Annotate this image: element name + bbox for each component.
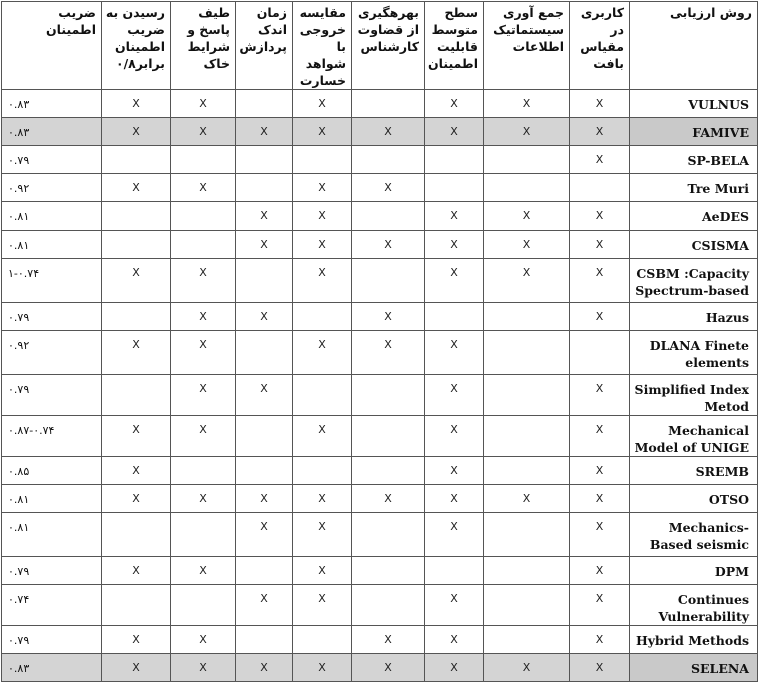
- coefficient-cell: ۰.۸۷-۰.۷۴: [2, 416, 102, 457]
- criterion-mark-cell: [102, 585, 171, 626]
- method-name-cell: CSISMA: [630, 231, 758, 259]
- header-row: [2, 2, 758, 90]
- criterion-mark-cell: X: [484, 118, 570, 146]
- criterion-mark-cell: X: [236, 375, 293, 416]
- criterion-mark-cell: [102, 513, 171, 557]
- criterion-mark-cell: [484, 303, 570, 331]
- criterion-mark-cell: X: [484, 90, 570, 118]
- criterion-mark-cell: [484, 174, 570, 202]
- criterion-mark-cell: X: [102, 118, 171, 146]
- table-row: [2, 457, 758, 485]
- criterion-mark-cell: X: [570, 485, 630, 513]
- criterion-mark-cell: X: [102, 557, 171, 585]
- criterion-mark-cell: X: [236, 585, 293, 626]
- coefficient-cell: ۰.۸۱: [2, 485, 102, 513]
- criterion-mark-cell: X: [425, 90, 484, 118]
- criterion-mark-cell: [293, 626, 352, 654]
- criterion-mark-cell: [236, 146, 293, 174]
- criterion-mark-cell: [484, 626, 570, 654]
- criterion-mark-cell: [171, 513, 236, 557]
- criterion-mark-cell: X: [102, 259, 171, 303]
- criterion-mark-cell: X: [425, 626, 484, 654]
- criterion-mark-cell: X: [484, 485, 570, 513]
- criterion-mark-cell: X: [570, 118, 630, 146]
- criterion-mark-cell: [236, 331, 293, 375]
- criterion-mark-cell: X: [171, 654, 236, 682]
- criterion-mark-cell: [293, 375, 352, 416]
- criterion-mark-cell: X: [425, 513, 484, 557]
- header-processing-time: زمان اندک پردازش: [236, 2, 293, 90]
- table-row: [2, 485, 758, 513]
- criterion-mark-cell: X: [171, 557, 236, 585]
- criterion-mark-cell: X: [102, 90, 171, 118]
- criterion-mark-cell: X: [293, 513, 352, 557]
- table-row: [2, 654, 758, 682]
- table-row: [2, 202, 758, 231]
- criterion-mark-cell: [484, 146, 570, 174]
- coefficient-cell: ۰.۸۳: [2, 90, 102, 118]
- criterion-mark-cell: [425, 303, 484, 331]
- criterion-mark-cell: X: [236, 513, 293, 557]
- criterion-mark-cell: [102, 146, 171, 174]
- header-coefficient: ضریب اطمینان: [2, 2, 102, 90]
- criterion-mark-cell: X: [102, 457, 171, 485]
- coefficient-cell: ۰.۷۹: [2, 626, 102, 654]
- criterion-mark-cell: [236, 557, 293, 585]
- criterion-mark-cell: X: [425, 375, 484, 416]
- criterion-mark-cell: [102, 375, 171, 416]
- criterion-mark-cell: X: [171, 416, 236, 457]
- criterion-mark-cell: X: [102, 626, 171, 654]
- table-row: [2, 174, 758, 202]
- criterion-mark-cell: X: [293, 118, 352, 146]
- criterion-mark-cell: [425, 557, 484, 585]
- method-name-cell: SELENA: [630, 654, 758, 682]
- coefficient-cell: ۱-۰.۷۴: [2, 259, 102, 303]
- table-row: [2, 118, 758, 146]
- method-name-cell: Hazus: [630, 303, 758, 331]
- table-row: [2, 331, 758, 375]
- criterion-mark-cell: [352, 457, 425, 485]
- table-row: [2, 231, 758, 259]
- coefficient-cell: ۰.۸۱: [2, 202, 102, 231]
- criterion-mark-cell: X: [425, 118, 484, 146]
- criterion-mark-cell: X: [171, 485, 236, 513]
- criterion-mark-cell: X: [425, 654, 484, 682]
- criterion-mark-cell: X: [293, 416, 352, 457]
- header-scale-usage: کاربری در مقیاس بافت: [570, 2, 630, 90]
- coefficient-cell: ۰.۹۲: [2, 331, 102, 375]
- header-reach-coefficient: رسیدن به ضریب اطمینان برابر۰/۸: [102, 2, 171, 90]
- criterion-mark-cell: [236, 457, 293, 485]
- method-name-cell: FAMIVE: [630, 118, 758, 146]
- criterion-mark-cell: X: [293, 174, 352, 202]
- criterion-mark-cell: X: [171, 331, 236, 375]
- method-name-cell: Simplified Index Metod: [630, 375, 758, 416]
- criterion-mark-cell: X: [570, 231, 630, 259]
- method-name-cell: Mechanics-Based seismic: [630, 513, 758, 557]
- criterion-mark-cell: X: [570, 202, 630, 231]
- criterion-mark-cell: [352, 375, 425, 416]
- criterion-mark-cell: [102, 202, 171, 231]
- criterion-mark-cell: [102, 231, 171, 259]
- coefficient-cell: ۰.۹۲: [2, 174, 102, 202]
- criterion-mark-cell: [352, 416, 425, 457]
- criterion-mark-cell: X: [570, 626, 630, 654]
- criterion-mark-cell: [352, 513, 425, 557]
- criterion-mark-cell: X: [570, 585, 630, 626]
- criterion-mark-cell: X: [570, 303, 630, 331]
- criterion-mark-cell: [236, 174, 293, 202]
- criterion-mark-cell: X: [352, 654, 425, 682]
- coefficient-cell: ۰.۷۹: [2, 557, 102, 585]
- criterion-mark-cell: [293, 457, 352, 485]
- criterion-mark-cell: X: [293, 231, 352, 259]
- criterion-mark-cell: X: [171, 375, 236, 416]
- method-name-cell: SP-BELA: [630, 146, 758, 174]
- criterion-mark-cell: [352, 585, 425, 626]
- criterion-mark-cell: [570, 174, 630, 202]
- criterion-mark-cell: [102, 303, 171, 331]
- coefficient-cell: ۰.۷۴: [2, 585, 102, 626]
- criterion-mark-cell: X: [293, 90, 352, 118]
- criterion-mark-cell: [171, 146, 236, 174]
- table-row: [2, 513, 758, 557]
- criterion-mark-cell: X: [352, 331, 425, 375]
- method-name-cell: VULNUS: [630, 90, 758, 118]
- criterion-mark-cell: X: [484, 231, 570, 259]
- criterion-mark-cell: [171, 231, 236, 259]
- header-expert-judgement: بهرهگیری از قضاوت کارشناس: [352, 2, 425, 90]
- criterion-mark-cell: X: [570, 259, 630, 303]
- criterion-mark-cell: X: [171, 118, 236, 146]
- criterion-mark-cell: [352, 202, 425, 231]
- method-name-cell: Continues Vulnerability: [630, 585, 758, 626]
- table-row: [2, 416, 758, 457]
- method-name-cell: Tre Muri: [630, 174, 758, 202]
- method-name-cell: Hybrid Methods: [630, 626, 758, 654]
- criterion-mark-cell: X: [102, 331, 171, 375]
- criterion-mark-cell: [171, 585, 236, 626]
- criterion-mark-cell: X: [171, 174, 236, 202]
- coefficient-cell: ۰.۸۳: [2, 118, 102, 146]
- table-row: [2, 557, 758, 585]
- criterion-mark-cell: X: [293, 485, 352, 513]
- method-name-cell: DLANA Finete elements: [630, 331, 758, 375]
- criterion-mark-cell: X: [293, 331, 352, 375]
- criterion-mark-cell: [236, 416, 293, 457]
- criterion-mark-cell: X: [425, 585, 484, 626]
- criterion-mark-cell: X: [293, 202, 352, 231]
- criterion-mark-cell: X: [425, 259, 484, 303]
- criterion-mark-cell: [352, 146, 425, 174]
- criterion-mark-cell: X: [236, 118, 293, 146]
- method-name-cell: AeDES: [630, 202, 758, 231]
- criterion-mark-cell: [293, 303, 352, 331]
- header-damage-comparison: مقایسه خروجی با شواهد خسارت: [293, 2, 352, 90]
- criterion-mark-cell: X: [171, 626, 236, 654]
- criterion-mark-cell: [425, 146, 484, 174]
- criterion-mark-cell: [236, 626, 293, 654]
- table-row: [2, 303, 758, 331]
- table-row: [2, 585, 758, 626]
- method-name-cell: SREMB: [630, 457, 758, 485]
- criterion-mark-cell: X: [236, 485, 293, 513]
- coefficient-cell: ۰.۷۹: [2, 146, 102, 174]
- coefficient-cell: ۰.۸۱: [2, 513, 102, 557]
- criterion-mark-cell: X: [293, 557, 352, 585]
- criterion-mark-cell: X: [425, 485, 484, 513]
- criterion-mark-cell: [171, 457, 236, 485]
- criterion-mark-cell: X: [425, 202, 484, 231]
- criterion-mark-cell: [484, 331, 570, 375]
- criterion-mark-cell: X: [102, 485, 171, 513]
- criterion-mark-cell: X: [352, 118, 425, 146]
- criterion-mark-cell: [293, 146, 352, 174]
- criterion-mark-cell: [425, 174, 484, 202]
- criterion-mark-cell: X: [293, 585, 352, 626]
- criterion-mark-cell: X: [425, 457, 484, 485]
- criterion-mark-cell: X: [352, 174, 425, 202]
- criterion-mark-cell: X: [293, 654, 352, 682]
- method-name-cell: CSBM :Capacity Spectrum-based: [630, 259, 758, 303]
- criterion-mark-cell: X: [425, 416, 484, 457]
- criterion-mark-cell: X: [352, 303, 425, 331]
- method-name-cell: OTSO: [630, 485, 758, 513]
- criterion-mark-cell: X: [570, 375, 630, 416]
- criterion-mark-cell: X: [236, 231, 293, 259]
- criterion-mark-cell: X: [293, 259, 352, 303]
- criterion-mark-cell: [236, 90, 293, 118]
- table-row: [2, 375, 758, 416]
- criterion-mark-cell: [484, 375, 570, 416]
- coefficient-cell: ۰.۸۳: [2, 654, 102, 682]
- criterion-mark-cell: X: [102, 416, 171, 457]
- table-row: [2, 626, 758, 654]
- criterion-mark-cell: X: [570, 416, 630, 457]
- criterion-mark-cell: X: [484, 202, 570, 231]
- criterion-mark-cell: X: [236, 654, 293, 682]
- criterion-mark-cell: X: [425, 231, 484, 259]
- criterion-mark-cell: X: [352, 626, 425, 654]
- criterion-mark-cell: [484, 513, 570, 557]
- criterion-mark-cell: X: [352, 231, 425, 259]
- criterion-mark-cell: [484, 416, 570, 457]
- criterion-mark-cell: [352, 557, 425, 585]
- comparison-table: [1, 1, 758, 682]
- header-data-collection: جمع آوری سیستماتیک اطلاعات: [484, 2, 570, 90]
- criterion-mark-cell: X: [570, 513, 630, 557]
- criterion-mark-cell: X: [570, 146, 630, 174]
- criterion-mark-cell: [570, 331, 630, 375]
- criterion-mark-cell: [236, 259, 293, 303]
- criterion-mark-cell: X: [236, 303, 293, 331]
- table-row: [2, 146, 758, 174]
- criterion-mark-cell: [484, 585, 570, 626]
- header-method: روش ارزیابی: [630, 2, 758, 90]
- criterion-mark-cell: X: [352, 485, 425, 513]
- criterion-mark-cell: X: [171, 303, 236, 331]
- criterion-mark-cell: [484, 557, 570, 585]
- criterion-mark-cell: X: [484, 654, 570, 682]
- criterion-mark-cell: X: [236, 202, 293, 231]
- coefficient-cell: ۰.۸۵: [2, 457, 102, 485]
- coefficient-cell: ۰.۷۹: [2, 375, 102, 416]
- criterion-mark-cell: [352, 259, 425, 303]
- criterion-mark-cell: X: [171, 90, 236, 118]
- criterion-mark-cell: X: [484, 259, 570, 303]
- criterion-mark-cell: X: [102, 174, 171, 202]
- coefficient-cell: ۰.۸۱: [2, 231, 102, 259]
- criterion-mark-cell: X: [570, 557, 630, 585]
- criterion-mark-cell: X: [570, 90, 630, 118]
- criterion-mark-cell: [352, 90, 425, 118]
- criterion-mark-cell: [484, 457, 570, 485]
- header-reliability: سطح متوسط قابلیت اطمینان: [425, 2, 484, 90]
- header-response-spectrum: طیف پاسخ و شرایط خاک: [171, 2, 236, 90]
- criterion-mark-cell: X: [425, 331, 484, 375]
- method-name-cell: DPM: [630, 557, 758, 585]
- criterion-mark-cell: X: [171, 259, 236, 303]
- coefficient-cell: ۰.۷۹: [2, 303, 102, 331]
- criterion-mark-cell: X: [570, 457, 630, 485]
- table-row: [2, 259, 758, 303]
- criterion-mark-cell: X: [102, 654, 171, 682]
- table-body: [2, 90, 758, 682]
- table-row: [2, 90, 758, 118]
- criterion-mark-cell: [171, 202, 236, 231]
- method-name-cell: Mechanical Model of UNIGE: [630, 416, 758, 457]
- criterion-mark-cell: X: [570, 654, 630, 682]
